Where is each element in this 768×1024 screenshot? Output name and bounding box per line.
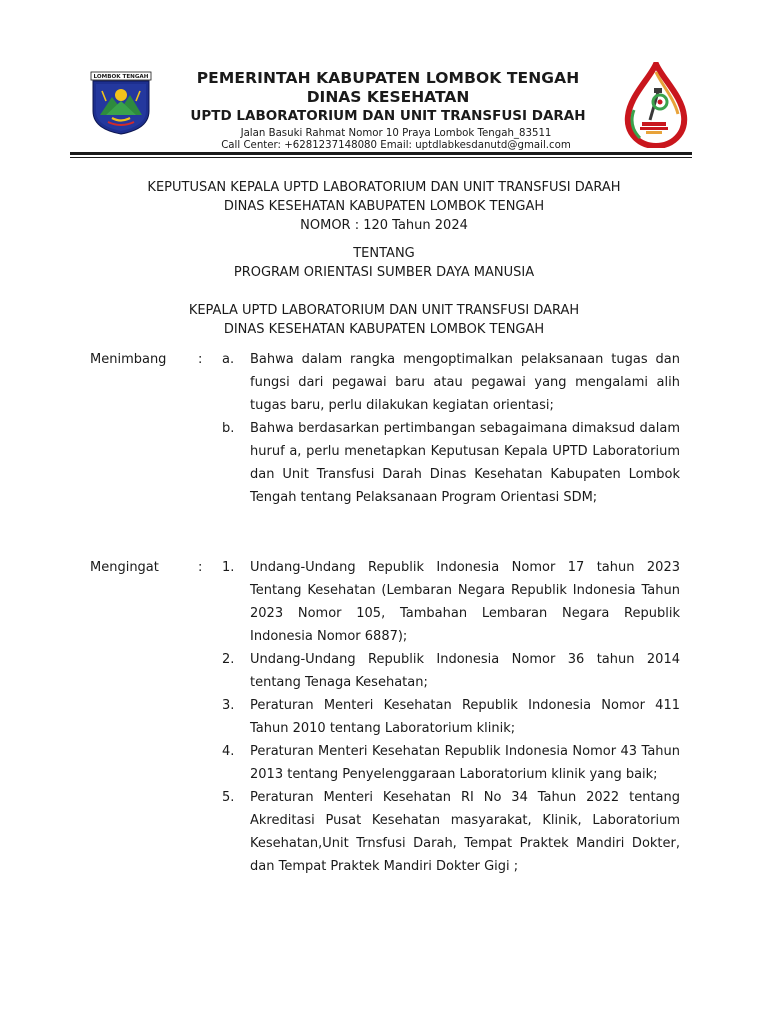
letterhead-divider-thin [70,157,692,158]
decree-title-line-1: KEPUTUSAN KEPALA UPTD LABORATORIUM DAN UNIT TRANSFUSI DARAH [147,180,621,195]
subject-text: PROGRAM ORIENTASI SUMBER DAYA MANUSIA [233,265,535,280]
list-item [90,740,680,786]
item-text: Bahwa berdasarkan pertimbangan sebagaimana dimaksud dalam huruf a, perlu menetapkan Keputusan Kepala UPTD Laboratorium dan Unit Transfusi Darah Dinas Kesehatan Kabupaten Lombok Tengah tentang Pelaksanaan Program Orientasi SDM; [250,421,680,505]
decree-title-line-2: DINAS KESEHATAN KABUPATEN LOMBOK TENGAH [223,199,545,214]
logo-caption: LOMBOK TENGAH [93,74,149,81]
mengingat-section [90,556,680,878]
list-item [90,348,680,417]
address-line: Jalan Basuki Rahmat Nomor 10 Praya Lombok Tengah_83511 [240,128,552,139]
issuing-authority [60,301,708,339]
letterhead [150,70,626,152]
agency-name: DINAS KESEHATAN [306,88,470,106]
unit-name: UPTD LABORATORIUM DAN UNIT TRANSFUSI DARAH [190,108,586,124]
item-number: 4. [222,744,235,759]
section-colon: : [198,560,203,575]
item-text: Undang-Undang Republik Indonesia Nomor 36 tahun 2014 tentang Tenaga Kesehatan; [250,652,680,690]
contact-line: Call Center: +6281237148080 Email: uptdlabkesdanutd@gmail.com [221,140,571,151]
letterhead-divider-thick [70,152,692,155]
menimbang-section [90,348,680,509]
item-text: Undang-Undang Republik Indonesia Nomor 17 tahun 2023 Tentang Kesehatan (Lembaran Negara Republik Indonesia Tahun 2023 Nomor 105, Tambahan Lembaran Negara Republik Indonesia Nomor 6887); [250,560,680,644]
decree-subject [60,244,708,282]
list-item [90,417,680,509]
item-text: Peraturan Menteri Kesehatan RI No 34 Tahun 2022 tentang Akreditasi Pusat Kesehatan masyarakat, Klinik, Laboratorium Kesehatan,Unit Trnsfusi Darah, Tempat Praktek Mandiri Dokter, dan Tempat Praktek Mandiri Dokter Gigi ; [250,790,680,874]
decree-number: NOMOR : 120 Tahun 2024 [300,218,468,233]
item-number: 2. [222,652,235,667]
subject-label: TENTANG [353,246,415,261]
list-item [90,648,680,694]
authority-line-1: KEPALA UPTD LABORATORIUM DAN UNIT TRANSFUSI DARAH [188,303,580,318]
item-number: 3. [222,698,235,713]
laboratory-blood-drop-icon [620,62,690,148]
item-number: 1. [222,560,235,575]
authority-line-2: DINAS KESEHATAN KABUPATEN LOMBOK TENGAH [223,322,545,337]
list-item [90,786,680,878]
item-number: a. [222,352,235,367]
district-coat-of-arms-icon [90,71,152,135]
item-text: Bahwa dalam rangka mengoptimalkan pelaksanaan tugas dan fungsi dari pegawai baru atau pegawai yang mengalami alih tugas baru, perlu dilakukan kegiatan orientasi; [250,352,680,413]
section-colon: : [198,352,203,367]
decree-title [60,178,708,235]
item-number: b. [222,421,235,436]
item-text: Peraturan Menteri Kesehatan Republik Indonesia Nomor 43 Tahun 2013 tentang Penyelenggaraan Laboratorium klinik yang baik; [250,744,680,782]
item-text: Peraturan Menteri Kesehatan Republik Indonesia Nomor 411 Tahun 2010 tentang Laboratorium klinik; [250,698,680,736]
section-label: Menimbang [90,352,167,367]
item-number: 5. [222,790,235,805]
list-item [90,694,680,740]
section-label: Mengingat [90,560,159,575]
government-name: PEMERINTAH KABUPATEN LOMBOK TENGAH [196,69,580,87]
list-item [90,556,680,648]
